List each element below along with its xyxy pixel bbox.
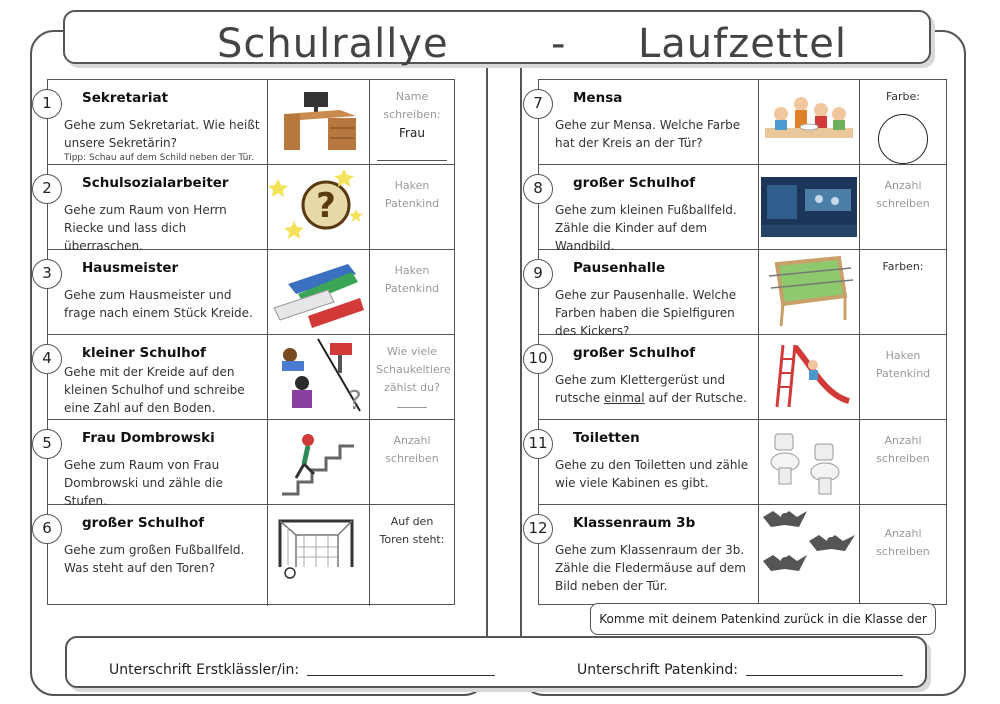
station-number: 1 xyxy=(32,89,62,119)
station-number: 5 xyxy=(32,429,62,459)
chalk-icon xyxy=(267,250,369,334)
foosball-table-icon xyxy=(758,250,860,334)
station-text-underlined: einmal xyxy=(603,391,645,405)
station-title: kleiner Schulhof xyxy=(82,345,206,361)
station-row-7 xyxy=(533,80,946,165)
station-number: 2 xyxy=(32,174,62,204)
title-dash: - xyxy=(551,21,567,67)
station-number: 4 xyxy=(32,344,62,374)
return-note: Komme mit deinem Patenkind zurück in die Klasse der xyxy=(590,603,936,635)
answer-cell xyxy=(369,505,454,606)
signature-label: Unterschrift Patenkind: xyxy=(577,662,738,678)
station-row-6 xyxy=(42,505,454,606)
signature-line xyxy=(746,675,903,676)
answer-cell xyxy=(369,420,454,504)
station-row-4 xyxy=(42,335,454,420)
station-number: 9 xyxy=(523,259,553,289)
station-title: großer Schulhof xyxy=(82,515,205,531)
children-drawing-icon xyxy=(267,335,369,419)
station-title: Klassenraum 3b xyxy=(573,515,696,531)
question-mark-icon xyxy=(267,165,369,249)
soccer-goal-icon xyxy=(267,505,369,606)
toilets-icon xyxy=(758,420,860,504)
station-text: Gehe zu den Toiletten und zähle wie viele Kabinen es gibt. xyxy=(555,458,749,490)
stairs-icon xyxy=(267,420,369,504)
station-number: 7 xyxy=(523,89,553,119)
station-table-left xyxy=(42,79,455,605)
wall-mural-photo xyxy=(758,165,860,249)
title-left: Schulrallye xyxy=(217,21,449,67)
station-row-10 xyxy=(528,335,946,420)
station-row-11 xyxy=(528,420,946,505)
desk-icon xyxy=(267,80,369,164)
answer-label: Farbe: xyxy=(885,90,921,103)
station-text: Gehe zum Sekretariat. Wie heißt unsere Sekretärin? xyxy=(64,118,260,150)
title-banner xyxy=(63,10,931,67)
station-number: 3 xyxy=(32,259,62,289)
station-text: Gehe zum Raum von Frau Dombrowski und zähle die Stufen. xyxy=(64,458,223,508)
station-text: Gehe zur Pausenhalle. Welche Farben haben die Spielfiguren des Kickers? xyxy=(555,288,737,338)
answer-cell xyxy=(859,335,946,419)
color-circle xyxy=(878,114,928,164)
answer-label: Haken Patenkind xyxy=(384,179,440,210)
answer-cell xyxy=(859,420,946,504)
station-text xyxy=(555,371,759,407)
answer-label: Haken Patenkind xyxy=(384,264,440,295)
station-title: Schulsozialarbeiter xyxy=(82,175,229,191)
station-row-8 xyxy=(533,165,946,253)
signature-sponsor xyxy=(577,662,903,678)
dining-family-icon xyxy=(758,80,860,164)
station-number: 12 xyxy=(523,514,553,544)
slide-icon xyxy=(758,335,860,419)
station-number: 8 xyxy=(523,174,553,204)
bats-icon xyxy=(758,505,860,606)
answer-cell xyxy=(369,165,454,249)
station-row-9 xyxy=(533,250,946,338)
answer-cell xyxy=(859,505,946,606)
answer-label: Anzahl schreiben xyxy=(876,434,930,465)
answer-blank-line xyxy=(397,407,427,408)
signature-line xyxy=(307,675,495,676)
station-row-3 xyxy=(42,250,454,335)
answer-label: Anzahl schreiben xyxy=(385,434,439,465)
answer-cell xyxy=(369,335,454,419)
signature-first-grader xyxy=(109,662,495,678)
answer-label: Farben: xyxy=(882,260,924,273)
station-row-2 xyxy=(42,165,454,253)
station-title: Mensa xyxy=(573,90,623,106)
answer-label: Anzahl schreiben xyxy=(876,179,930,210)
answer-blank-line xyxy=(377,160,447,161)
answer-label: Haken Patenkind xyxy=(875,349,931,380)
station-text: Gehe mit der Kreide auf den kleinen Schulhof und schreibe eine Zahl auf den Boden. xyxy=(64,365,245,415)
station-text-before: Gehe zum Klettergerüst und rutsche xyxy=(555,373,726,405)
station-text-after: auf der Rutsche. xyxy=(644,391,747,405)
station-text: Gehe zum kleinen Fußballfeld. Zähle die Kinder auf dem Wandbild. xyxy=(555,203,737,253)
answer-label: Wie viele Schaukeltiere zählst du? xyxy=(376,345,451,394)
answer-cell xyxy=(859,165,946,249)
answer-label: Anzahl schreiben xyxy=(876,527,930,558)
station-text: Gehe zum Raum von Herrn Riecke und lass dich überraschen. xyxy=(64,203,227,253)
svg-text:?: ? xyxy=(316,186,336,226)
station-row-5 xyxy=(42,420,454,508)
answer-cell xyxy=(369,80,454,164)
station-title: großer Schulhof xyxy=(573,345,696,361)
station-text: Gehe zum großen Fußballfeld. Was steht auf den Toren? xyxy=(64,543,245,575)
station-row-12 xyxy=(528,505,946,606)
answer-cell xyxy=(859,80,946,164)
answer-label: Auf den Toren steht: xyxy=(379,515,445,546)
station-title: Hausmeister xyxy=(82,260,179,276)
station-tip: Tipp: Schau auf dem Schild neben der Tür. xyxy=(64,153,255,163)
station-row-1 xyxy=(42,80,454,165)
station-title: Frau Dombrowski xyxy=(82,430,215,446)
answer-cell xyxy=(369,250,454,334)
signature-label: Unterschrift Erstklässler/in: xyxy=(109,662,300,678)
station-number: 10 xyxy=(523,344,553,374)
station-number: 11 xyxy=(523,429,553,459)
answer-value: Frau xyxy=(399,126,425,140)
station-title: Pausenhalle xyxy=(573,260,666,276)
title-right: Laufzettel xyxy=(638,21,847,67)
station-text: Gehe zum Hausmeister und frage nach einem Stück Kreide. xyxy=(64,288,253,320)
station-number: 6 xyxy=(32,514,62,544)
station-table-right xyxy=(528,79,947,605)
answer-label: Name schreiben: xyxy=(383,90,441,121)
station-title: Sekretariat xyxy=(82,90,169,106)
answer-cell xyxy=(859,250,946,334)
signature-footer xyxy=(65,636,927,688)
station-text: Gehe zur Mensa. Welche Farbe hat der Kreis an der Tür? xyxy=(555,118,741,150)
station-text: Gehe zum Klassenraum der 3b. Zähle die Fledermäuse auf dem Bild neben der Tür. xyxy=(555,543,746,593)
svg-text:?: ? xyxy=(348,386,362,416)
station-title: Toiletten xyxy=(573,430,640,446)
station-title: großer Schulhof xyxy=(573,175,696,191)
